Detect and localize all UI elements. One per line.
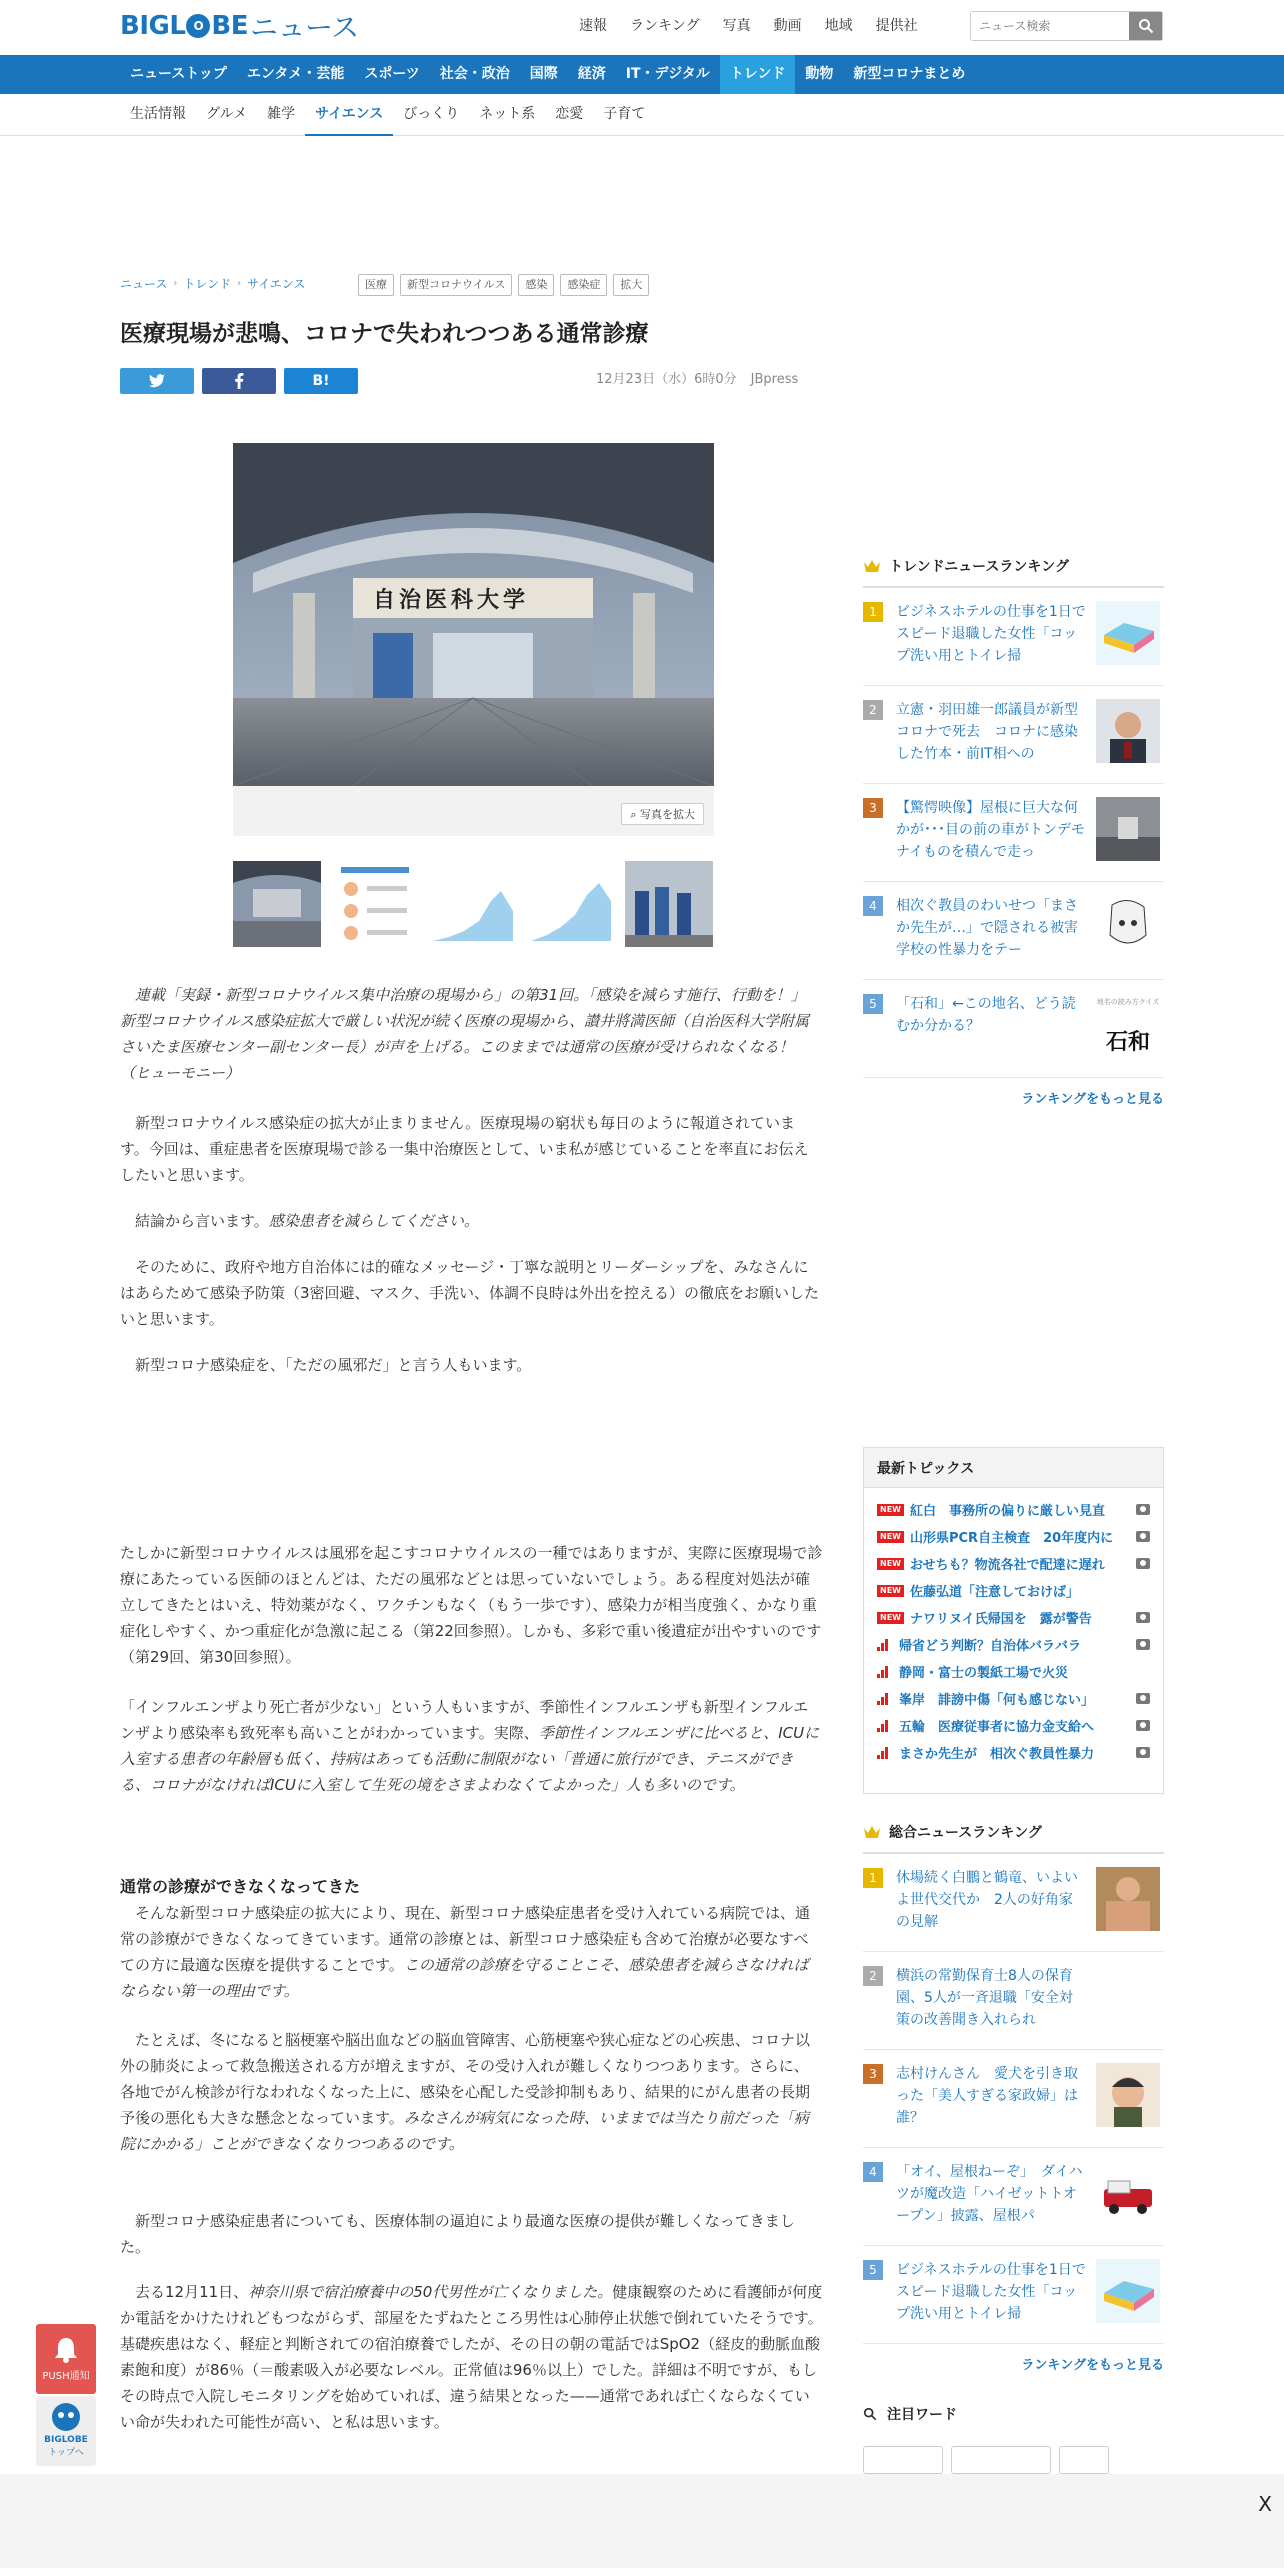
hatena-bookmark-button[interactable]: B! — [284, 368, 358, 394]
topic-item[interactable] — [864, 1604, 1163, 1631]
topic-title: まさか先生が 相次ぐ教員性暴力 — [899, 1747, 1095, 1762]
rank-number: 2 — [863, 1966, 883, 1986]
ranking-title: 「オイ、屋根ねーぞ」 ダイハツが魔改造「ハイゼットトオープン」披露、屋根パ — [896, 2164, 1083, 2224]
tag-infectious-disease[interactable]: 感染症 — [560, 274, 607, 296]
topic-title: 峯岸 誹謗中傷「何も感じない」 — [899, 1693, 1095, 1708]
thumbnail-text: 石和 — [1105, 1030, 1150, 1055]
ranking-thumbnail — [1096, 2259, 1160, 2323]
topic-item[interactable] — [864, 1631, 1163, 1658]
general-ranking — [863, 1822, 1164, 2373]
ranking-item[interactable] — [863, 2246, 1164, 2344]
search-input[interactable] — [971, 12, 1129, 40]
rank-number: 1 — [863, 1868, 883, 1888]
new-badge: NEW — [877, 1504, 904, 1516]
subcategory-nav — [0, 94, 1284, 136]
rank-number: 3 — [863, 798, 883, 818]
ranking-title: ビジネスホテルの仕事を1日でスピード退職した女性「コップ洗い用とトイレ掃 — [896, 2262, 1086, 2322]
ranking-item[interactable] — [863, 784, 1164, 882]
trending-bars-icon — [877, 1720, 889, 1732]
rank-number: 4 — [863, 896, 883, 916]
biglobe-news-logo[interactable]: BIGL O BE ニュース — [120, 11, 359, 44]
push-notification-button[interactable]: PUSH通知 — [36, 2324, 96, 2394]
trend-ranking — [863, 556, 1164, 1107]
facebook-icon — [234, 373, 244, 389]
topic-item[interactable] — [864, 1550, 1163, 1577]
ranking-title: 横浜の常勤保育士8人の保育園、5人が一斉退職「安全対策の改善聞き入れられ — [896, 1968, 1073, 2028]
ranking-title: 「石和」←この地名、どう読むか分かる？ — [896, 996, 1076, 1034]
notable-word-list — [863, 2446, 1164, 2474]
notable-words-heading: 注目ワード — [863, 2404, 1164, 2424]
topic-title: おせちも？物流各社で配達に遅れ — [909, 1558, 1105, 1573]
close-button[interactable]: X — [1258, 2492, 1272, 2516]
camera-icon — [1136, 1504, 1150, 1515]
article-title: 医療現場が悲鳴、コロナで失われつつある通常診療 — [120, 321, 649, 347]
cat-it-digital[interactable]: IT・デジタル — [625, 66, 710, 82]
sub-romance[interactable]: 恋愛 — [555, 106, 584, 122]
body-paragraph: そんな新型コロナ感染症の拡大により、現在、新型コロナ感染症患者を受け入れている病院では、通常の診療ができなくなってきています。通常の診療とは、新型コロナ感染症も含めて治療が必要なすべての方に最適な医療を提供することです。この通常の診療を守ることこそ、感染患者を減らさなければならない第一の理由です。 — [120, 1904, 811, 2000]
cat-news-top[interactable]: ニューストップ — [130, 66, 227, 82]
search-icon — [863, 2407, 877, 2421]
new-badge: NEW — [877, 1531, 904, 1543]
topic-title: ナワリヌイ氏帰国を 露が警告 — [909, 1612, 1092, 1627]
trending-bars-icon — [877, 1747, 889, 1759]
cat-corona[interactable]: 新型コロナまとめ — [853, 66, 966, 82]
thumbnail-caption: 地名の読み方クイズ — [1096, 998, 1160, 1006]
topic-item[interactable] — [864, 1577, 1163, 1604]
twitter-icon — [149, 374, 165, 388]
article-body-9 — [120, 2279, 823, 2435]
ranking-thumbnail — [1096, 699, 1160, 763]
section-heading: 通常の診療ができなくなってきた — [120, 1877, 361, 1896]
breadcrumb-trend[interactable]: トレンド — [183, 277, 232, 291]
tag-spread[interactable]: 拡大 — [613, 274, 649, 296]
camera-icon — [1136, 1639, 1150, 1650]
article-lead — [120, 982, 823, 1086]
tag-infection[interactable]: 感染 — [518, 274, 554, 296]
hospital-entrance-photo — [233, 443, 714, 786]
body-paragraph: たとえば、冬になると脳梗塞や脳出血などの脳血管障害、心筋梗塞や狭心症などの心疾患、コロナ以外の肺炎によって救急搬送される方が増えますが、その受け入れが難しくなりつつあります。さらに、各地でがん検診が行なわれなくなった上に、感染を心配した受診抑制もあり、結果的にがん患者の長期予後の悪化も大きな懸念となっています。みなさんが病気になった時、いままでは当たり前だった「病院にかかる」ことができなくなりつつあるのです。 — [120, 2031, 811, 2153]
topic-item[interactable] — [864, 1739, 1163, 1766]
article-source[interactable]: JBpress — [750, 372, 799, 387]
sub-trivia[interactable]: 雑学 — [267, 106, 296, 122]
ranking-item[interactable] — [863, 588, 1164, 686]
ranking-item[interactable] — [863, 686, 1164, 784]
cat-trend[interactable]: トレンド — [720, 55, 796, 94]
rank-number: 5 — [863, 994, 883, 1014]
trend-ranking-heading: トレンドニュースランキング — [863, 556, 1164, 588]
body-paragraph: 去る12月11日、神奈川県で宿泊療養中の50代男性が亡くなりました。健康観察のために看護師が何度か電話をかけたけれどもつながらず、部屋をたずねたところ男性は心肺停止状態で倒れていたそうです。基礎疾患はなく、軽症と判断されての宿泊療養でしたが、その日の朝の電話ではSpO2（経皮的動脈血酸素飽和度）が86％（＝酸素吸入が必要なレベル。正常値は96％以上）でした。詳細は不明ですが、もしその時点で入院しモニタリングを始めていれば、違う結果となった——通常であれば亡くならなくていい命が失われた可能性が高い、と私は思います。 — [120, 2283, 823, 2431]
camera-icon — [1136, 1531, 1150, 1542]
ranking-item[interactable] — [863, 2148, 1164, 2246]
ranking-title: ビジネスホテルの仕事を1日でスピード退職した女性「コップ洗い用とトイレ掃 — [896, 604, 1086, 664]
ranking-thumbnail — [1096, 2161, 1160, 2225]
crown-icon — [863, 559, 881, 573]
sub-surprise[interactable]: びっくり — [403, 106, 460, 122]
topic-title: 五輪 医療従事者に協力金支給へ — [899, 1720, 1095, 1735]
notable-word-chip[interactable] — [1059, 2446, 1109, 2474]
latest-topics-heading: 最新トピックス — [864, 1448, 1163, 1488]
notable-words — [863, 2404, 1164, 2474]
hospital-sign-text: 自治医科大学 — [373, 588, 530, 613]
topic-title: 紅白 事務所の偏りに厳しい見直 — [909, 1504, 1105, 1519]
bottom-ad-bar — [0, 2474, 1284, 2568]
body-paragraph: 新型コロナ感染症患者についても、医療体制の逼迫により最適な医療の提供が難しくなってきました。 — [120, 2212, 795, 2256]
globe-icon: O — [186, 14, 210, 38]
ranking-item[interactable] — [863, 2050, 1164, 2148]
ranking-item[interactable] — [863, 1952, 1164, 2050]
ranking-item[interactable] — [863, 1854, 1164, 1952]
article-body-1 — [120, 1110, 823, 1188]
cat-sports[interactable]: スポーツ — [364, 66, 420, 82]
notable-word-chip[interactable] — [951, 2446, 1051, 2474]
thumbnail-3[interactable] — [429, 861, 517, 947]
camera-icon — [1136, 1747, 1150, 1758]
back-to-top-button[interactable]: BIGLOBE トップへ — [36, 2396, 96, 2466]
ranking-thumbnail — [1096, 2063, 1160, 2127]
body-paragraph: そのために、政府や地方自治体には的確なメッセージ・丁寧な説明とリーダーシップを、みなさんにはあらためて感染予防策（3密回避、マスク、手洗い、体調不良時は外出を控える）の徹底をお願いしたいと思います。 — [120, 1258, 819, 1328]
image-caption-bar — [233, 786, 714, 836]
topic-item[interactable] — [864, 1685, 1163, 1712]
topic-item[interactable] — [864, 1658, 1163, 1685]
ranking-title: 相次ぐ教員のわいせつ「まさか先生が…」で隠される被害 学校の性暴力をテー — [896, 898, 1092, 958]
topic-title: 静岡・富士の製紙工場で火災 — [899, 1666, 1069, 1681]
sub-internet[interactable]: ネット系 — [479, 106, 536, 122]
thumbnail-1[interactable] — [233, 861, 321, 947]
body-paragraph: たしかに新型コロナウイルスは風邪を起こすコロナウイルスの一種ではありますが、実際に医療現場で診療にあたっている医師のほとんどは、ただの風邪などとは思っていないでしょう。ある程度対処法が確立してきたとはいえ、特効薬がなく、ワクチンもなく（もう一歩です）、感染力が相当度強く、かなり重症化しやすく、かつ重症化が急激に起こる（第22回参照）。しかも、多彩で重い後遺症が出やすいのです（第29回、第30回参照）。 — [120, 1544, 823, 1666]
article-body-2 — [120, 1208, 823, 1234]
general-ranking-more-link[interactable]: ランキングをもっと見る — [1021, 2358, 1164, 2373]
body-paragraph: 新型コロナウイルス感染症の拡大が止まりません。医療現場の窮状も毎日のように報道されています。今回は、重症患者を医療現場で診る一集中治療医として、いま私が感じていることを率直にお伝えしたいと思います。 — [120, 1114, 809, 1184]
nav-ranking[interactable]: ランキング — [630, 18, 700, 34]
trending-bars-icon — [877, 1693, 889, 1705]
search-icon — [1138, 18, 1154, 34]
topic-title: 帰省どう判断？自治体バラバラ — [899, 1639, 1082, 1654]
nav-photo[interactable]: 写真 — [722, 18, 751, 34]
ranking-thumbnail — [1096, 1867, 1160, 1931]
ranking-item[interactable] — [863, 980, 1164, 1078]
image-thumbnails — [233, 861, 713, 947]
bell-icon — [53, 2336, 79, 2364]
sub-lifestyle[interactable]: 生活情報 — [130, 106, 186, 122]
cat-entertainment[interactable]: エンタメ・芸能 — [246, 66, 345, 82]
article-body-8 — [120, 2208, 823, 2260]
topic-item[interactable] — [864, 1496, 1163, 1523]
ranking-item[interactable] — [863, 882, 1164, 980]
latest-topics — [863, 1447, 1164, 1794]
nav-video[interactable]: 動画 — [773, 18, 802, 34]
lead-paragraph: 連載「実録・新型コロナウイルス集中治療の現場から」の第31回。「感染を減らす施行、行動を！」 新型コロナウイルス感染症拡大で厳しい状況が続く医療の現場から、讃井將満医師（自治医科大学附属さいたま医療センター副センター長）が声を上げる。このままでは通常の医療が受けられなくなる！（ヒューモニー） — [120, 986, 814, 1082]
body-paragraph: 結論から言います。感染患者を減らしてください。 — [135, 1212, 479, 1230]
trending-bars-icon — [877, 1666, 889, 1678]
article-section — [120, 1874, 823, 2004]
site-header — [0, 0, 1284, 55]
ranking-title: 【驚愕映像】屋根に巨大な何かが･･･目の前の車がトンデモナイものを積んで走っ — [896, 800, 1085, 860]
rank-number: 5 — [863, 2260, 883, 2280]
breadcrumb-science[interactable]: サイエンス — [247, 277, 306, 291]
new-badge: NEW — [877, 1612, 904, 1624]
share-buttons — [120, 368, 358, 394]
nav-region[interactable]: 地域 — [824, 18, 853, 34]
crown-icon — [863, 1825, 881, 1839]
camera-icon — [1136, 1612, 1150, 1623]
nav-breaking[interactable]: 速報 — [579, 18, 607, 34]
ranking-title: 休場続く白鵬と鶴竜、いよいよ世代交代か 2人の好角家の見解 — [896, 1870, 1078, 1930]
ranking-thumbnail — [1096, 993, 1160, 1057]
trend-ranking-more-link[interactable]: ランキングをもっと見る — [1021, 1092, 1164, 1107]
biglobe-mascot-icon — [51, 2402, 81, 2432]
rank-number: 4 — [863, 2162, 883, 2182]
article-date: 12月23日（水）6時0分 JBpress — [596, 372, 799, 387]
topic-item[interactable] — [864, 1712, 1163, 1739]
topic-title: 佐藤弘道「注意しておけば」 — [909, 1585, 1079, 1600]
top-nav — [579, 15, 941, 35]
ranking-title: 立憲・羽田雄一郎議員が新型コロナで死去 コロナに感染した竹本・前IT相への — [896, 702, 1078, 762]
facebook-share-button[interactable] — [202, 368, 276, 394]
thumbnail-4[interactable] — [527, 861, 615, 947]
article-body-4 — [120, 1352, 823, 1378]
new-badge: NEW — [877, 1585, 904, 1597]
nav-providers[interactable]: 提供社 — [875, 18, 918, 34]
new-badge: NEW — [877, 1558, 904, 1570]
article-tags — [358, 274, 649, 296]
rank-number: 1 — [863, 602, 883, 622]
general-ranking-heading: 総合ニュースランキング — [863, 1822, 1164, 1854]
notable-word-chip[interactable] — [863, 2446, 943, 2474]
article-body-6 — [120, 1694, 823, 1798]
article-body-3 — [120, 1254, 823, 1332]
tag-medical[interactable]: 医療 — [358, 274, 394, 296]
ranking-thumbnail — [1096, 797, 1160, 861]
camera-icon — [1136, 1720, 1150, 1731]
trending-bars-icon — [877, 1639, 889, 1651]
thumbnail-5[interactable] — [625, 861, 713, 947]
rank-number: 2 — [863, 700, 883, 720]
article-main-image[interactable] — [233, 443, 714, 786]
camera-icon — [1136, 1693, 1150, 1704]
body-paragraph: 新型コロナ感染症を、「ただの風邪だ」と言う人もいます。 — [135, 1356, 532, 1374]
cat-society[interactable]: 社会・政治 — [439, 66, 510, 82]
category-nav — [0, 55, 1284, 94]
article-body-7 — [120, 2027, 823, 2157]
article-body-5 — [120, 1540, 823, 1670]
zoom-icon: ⌕ — [630, 808, 640, 821]
sub-gourmet[interactable]: グルメ — [206, 106, 248, 122]
ranking-thumbnail — [1096, 895, 1160, 959]
ranking-thumbnail — [1096, 601, 1160, 665]
rank-number: 3 — [863, 2064, 883, 2084]
cat-animals[interactable]: 動物 — [805, 66, 834, 82]
enlarge-photo-button[interactable]: ⌕ 写真を拡大 — [621, 803, 704, 825]
breadcrumb — [120, 275, 305, 292]
chevron-right-icon: › — [173, 278, 178, 289]
ranking-title: 志村けんさん 愛犬を引き取った「美人すぎる家政婦」は誰？ — [896, 2066, 1078, 2126]
search-button[interactable] — [1129, 12, 1162, 40]
camera-icon — [1136, 1558, 1150, 1569]
body-paragraph: 「インフルエンザより死亡者が少ない」という人もいますが、季節性インフルエンザも新型インフルエンザより感染率も致死率も高いことがわかっています。実際、季節性インフルエンザに比べると、ICUに入室する患者の年齢層も低く、持病はあっても活動に制限がない「普通に旅行ができ、テニスができる、コロナがなければICUに入室して生死の境をさまよわなくてよかった」人も多いのです。 — [120, 1698, 820, 1794]
sub-science[interactable]: サイエンス — [305, 94, 393, 136]
topic-title: 山形県PCR自主検査 20年度内に — [909, 1531, 1114, 1546]
breadcrumb-news[interactable]: ニュース — [120, 277, 168, 291]
twitter-share-button[interactable] — [120, 368, 194, 394]
cat-economy[interactable]: 経済 — [577, 66, 606, 82]
tag-covid[interactable]: 新型コロナウイルス — [400, 274, 512, 296]
chevron-right-icon: › — [237, 278, 242, 289]
topic-item[interactable] — [864, 1523, 1163, 1550]
sub-parenting[interactable]: 子育て — [603, 106, 646, 122]
thumbnail-2[interactable] — [331, 861, 419, 947]
search-box — [970, 11, 1163, 41]
cat-international[interactable]: 国際 — [529, 66, 558, 82]
